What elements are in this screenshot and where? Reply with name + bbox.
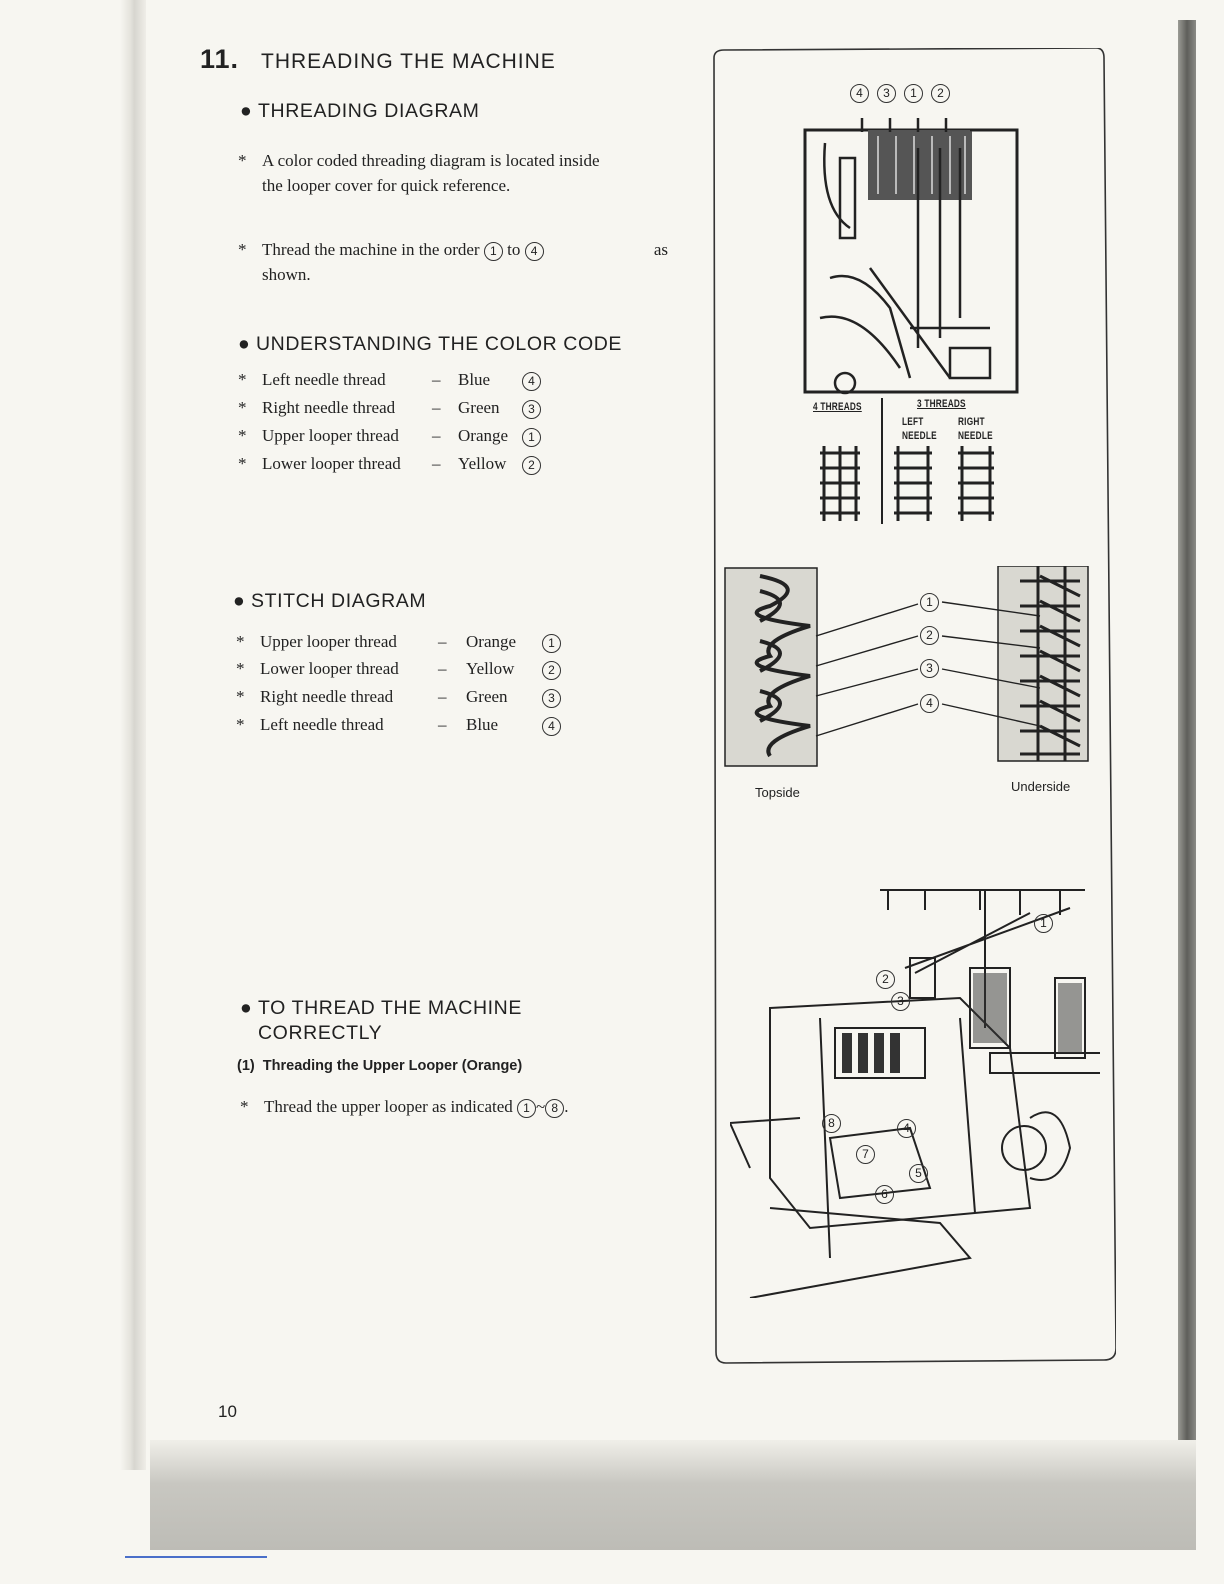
- stitch-photo-illustration: [720, 566, 1092, 776]
- left-needle-label: LEFT NEEDLE: [902, 416, 937, 442]
- machine-callout-2: 2: [876, 970, 895, 989]
- threading-diagram-illustration: [800, 118, 1025, 398]
- list-item: * Left needle thread – Blue 4: [236, 715, 561, 736]
- machine-callout-6: 6: [875, 1185, 894, 1204]
- list-item: * Upper looper thread – Orange 1: [238, 426, 541, 447]
- three-threads-label: 3 THREADS: [917, 398, 966, 410]
- serger-machine-illustration: [730, 878, 1100, 1298]
- to-thread-heading: ● TO THREAD THE MACHINE CORRECTLY: [240, 997, 522, 1044]
- scan-bottom-line: [125, 1556, 267, 1558]
- page-bottom-shadow: [150, 1440, 1196, 1550]
- step-title: (1) Threading the Upper Looper (Orange): [237, 1058, 523, 1074]
- list-item: * Left needle thread – Blue 4: [238, 370, 541, 391]
- stitch-callout-3: 3: [920, 659, 939, 678]
- machine-callout-5: 5: [909, 1164, 928, 1183]
- machine-callout-7: 7: [856, 1145, 875, 1164]
- list-item: * Right needle thread – Green 3: [238, 398, 541, 419]
- machine-callout-3: 3: [891, 992, 910, 1011]
- right-needle-label: RIGHT NEEDLE: [958, 416, 993, 442]
- machine-callout-1: 1: [1034, 914, 1053, 933]
- upper-looper-note: * Thread the upper looper as indicated 1 ~ 8 .: [240, 1097, 569, 1116]
- list-item: * Lower looper thread – Yellow 2: [236, 659, 561, 680]
- threading-order-labels: 4 3 1 2: [850, 84, 950, 103]
- stitch-callout-2: 2: [920, 626, 939, 645]
- stitch-callout-4: 4: [920, 694, 939, 713]
- page-binding-shadow: [120, 0, 146, 1470]
- stitch-chain-illustration: [810, 398, 1010, 528]
- machine-callout-8: 8: [822, 1114, 841, 1133]
- page-right-edge: [1178, 20, 1196, 1450]
- four-threads-label: 4 THREADS: [813, 401, 862, 413]
- machine-callout-4: 4: [897, 1119, 916, 1138]
- section-title: THREADING THE MACHINE: [261, 50, 556, 73]
- list-item: * Upper looper thread – Orange 1: [236, 632, 561, 653]
- page-number: 10: [218, 1402, 237, 1421]
- topside-caption: Topside: [755, 785, 800, 800]
- section-number: 11.: [200, 44, 240, 74]
- illustration-panel: [700, 48, 1116, 1364]
- stitch-diagram-heading: ● STITCH DIAGRAM: [233, 590, 427, 612]
- threading-note-2: * Thread the machine in the order 1 to 4 as shown.: [238, 240, 668, 284]
- list-item: * Right needle thread – Green 3: [236, 687, 561, 708]
- color-code-heading: ● UNDERSTANDING THE COLOR CODE: [238, 333, 623, 355]
- threading-note-1: * A color coded threading diagram is located inside the looper cover for quick reference.: [238, 151, 600, 195]
- list-item: * Lower looper thread – Yellow 2: [238, 454, 541, 475]
- stitch-callout-1: 1: [920, 593, 939, 612]
- threading-diagram-heading: ● THREADING DIAGRAM: [240, 100, 480, 122]
- underside-caption: Underside: [1011, 779, 1071, 794]
